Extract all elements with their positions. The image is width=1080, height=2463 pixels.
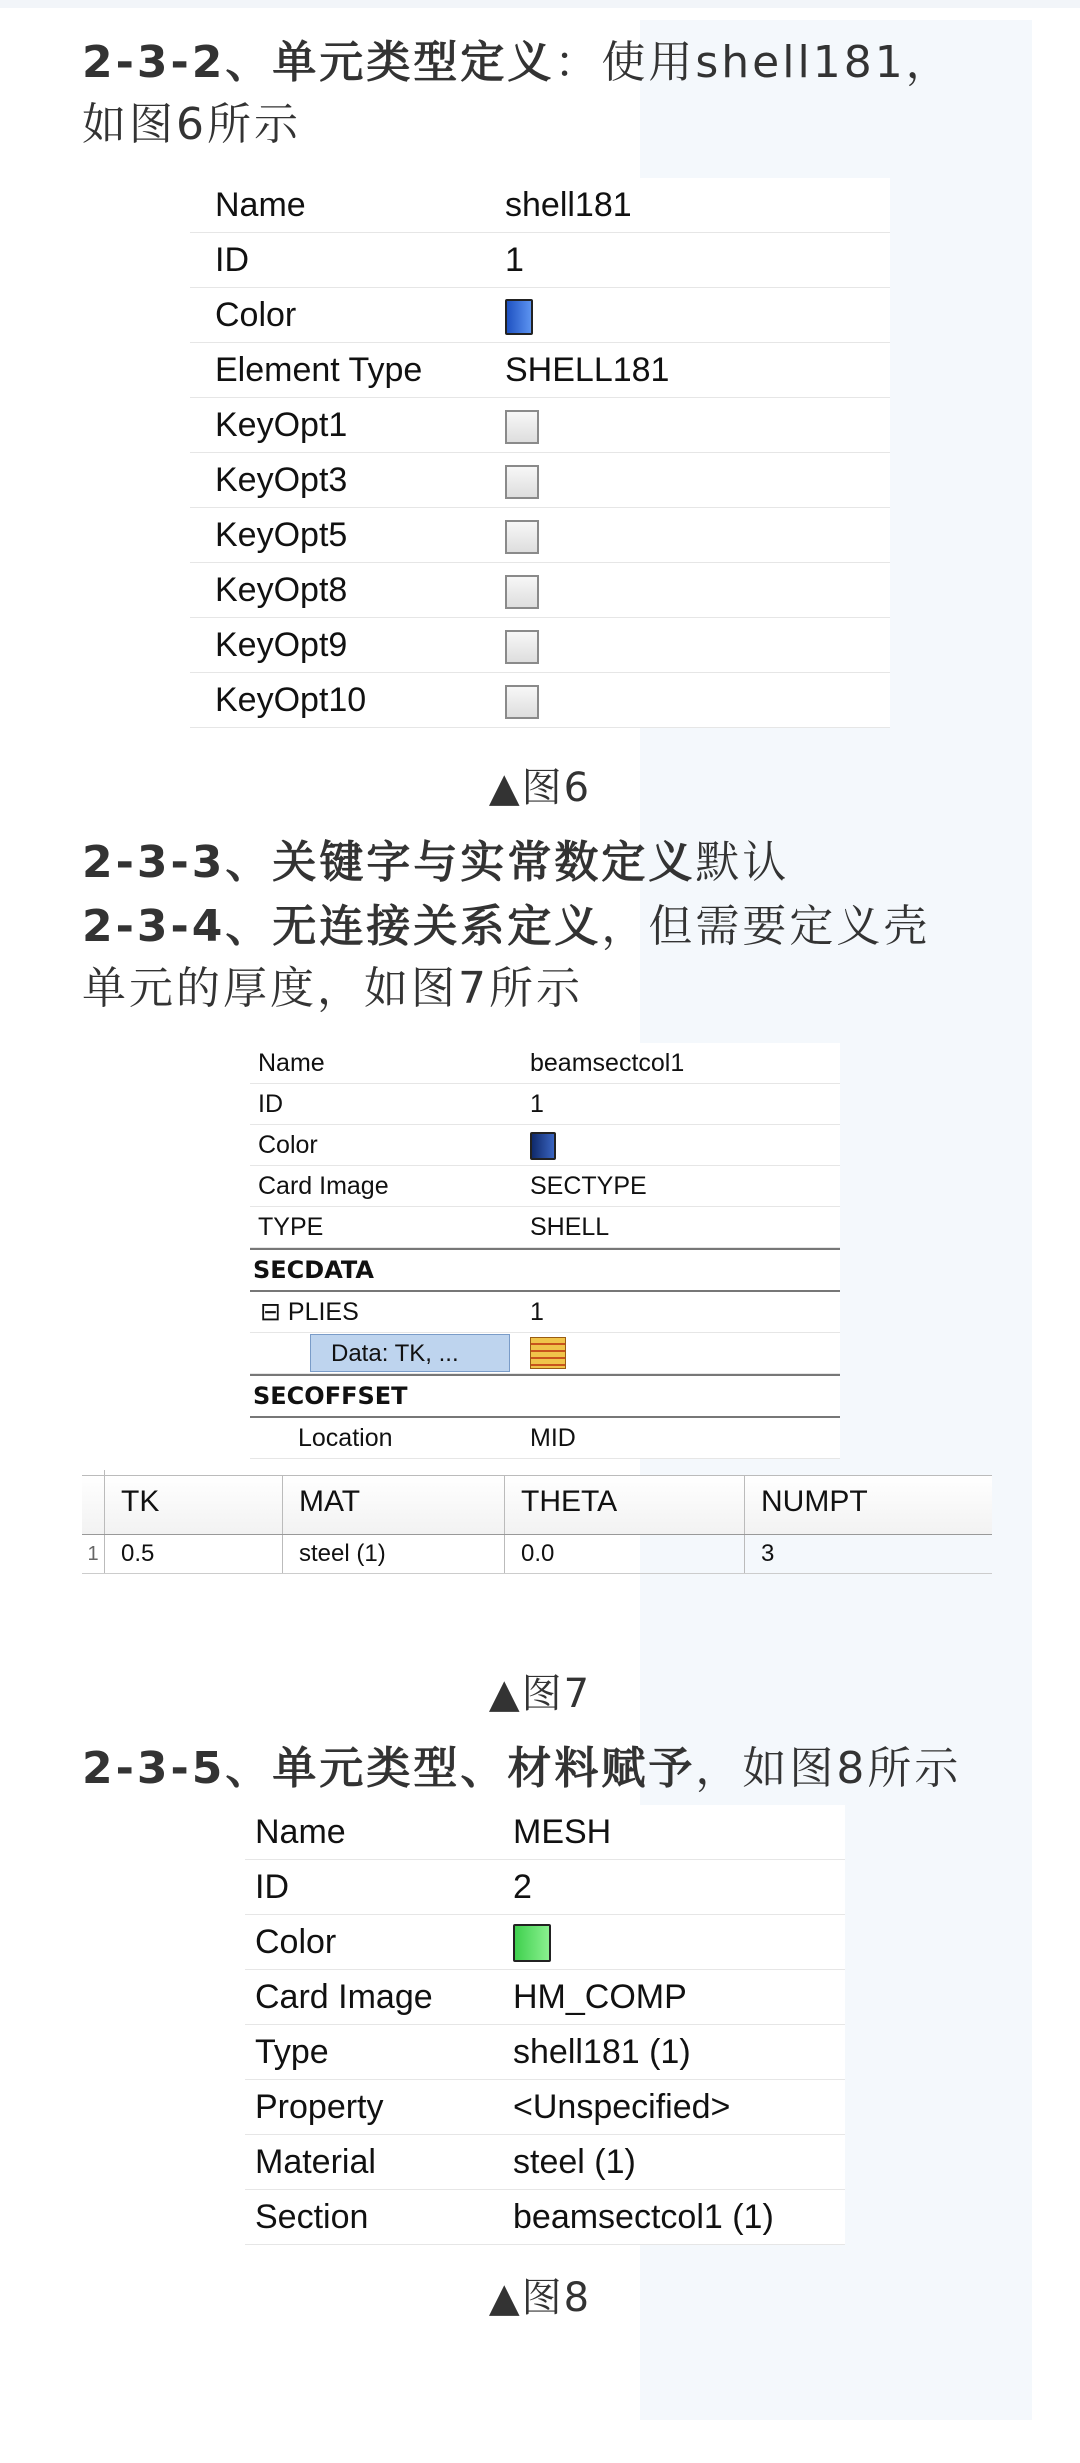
grid-row-card-image bbox=[245, 1970, 845, 2025]
prop-key: KeyOpt9 bbox=[215, 625, 348, 664]
secdata-group-header[interactable]: SECDATA bbox=[250, 1248, 840, 1292]
grid-row-name bbox=[245, 1805, 845, 1860]
keyopt9-checkbox[interactable] bbox=[505, 630, 539, 664]
grid-row-keyopt1 bbox=[190, 398, 890, 453]
secoffset-group-header[interactable]: SECOFFSET bbox=[250, 1374, 840, 1418]
grid-row-element-type bbox=[190, 343, 890, 398]
prop-value[interactable]: beamsectcol1 (1) bbox=[513, 2197, 774, 2236]
prop-key: Material bbox=[255, 2142, 376, 2181]
table-row bbox=[82, 1535, 992, 1574]
table-editor-icon[interactable] bbox=[530, 1337, 566, 1369]
grid-row-color bbox=[245, 1915, 845, 1970]
grid-row-color bbox=[190, 288, 890, 343]
section-2-3-2-title: 2-3-2、单元类型定义 bbox=[82, 37, 555, 88]
prop-key: Element Type bbox=[215, 350, 423, 389]
color-swatch[interactable] bbox=[513, 1924, 551, 1962]
grid-row-id bbox=[250, 1084, 840, 1125]
grid-row-keyopt8 bbox=[190, 563, 890, 618]
grid-row-keyopt10 bbox=[190, 673, 890, 728]
table-header bbox=[82, 1475, 992, 1535]
figure-8-caption: ▲图8 bbox=[488, 2275, 592, 2321]
keyopt1-checkbox[interactable] bbox=[505, 410, 539, 444]
prop-key: KeyOpt10 bbox=[215, 680, 367, 719]
cell-theta[interactable]: 0.0 bbox=[505, 1535, 745, 1573]
grid-row-type bbox=[250, 1207, 840, 1248]
grid-row-keyopt9 bbox=[190, 618, 890, 673]
keyopt10-checkbox[interactable] bbox=[505, 685, 539, 719]
section-2-3-4-title: 2-3-4、无连接关系定义 bbox=[82, 901, 602, 952]
top-divider bbox=[0, 0, 1080, 8]
column-header-tk[interactable]: TK bbox=[105, 1476, 283, 1534]
section-property-grid bbox=[250, 1043, 840, 1459]
prop-key: Property bbox=[255, 2087, 384, 2126]
color-swatch[interactable] bbox=[530, 1132, 556, 1160]
prop-value[interactable]: SHELL181 bbox=[505, 350, 670, 389]
grid-row-type bbox=[245, 2025, 845, 2080]
column-header-mat[interactable]: MAT bbox=[283, 1476, 505, 1534]
section-2-3-3-heading bbox=[82, 832, 1002, 894]
keyopt8-checkbox[interactable] bbox=[505, 575, 539, 609]
grid-row-location bbox=[250, 1418, 840, 1459]
plies-data-table bbox=[82, 1475, 992, 1574]
row-header-corner bbox=[82, 1470, 105, 1534]
prop-key: Color bbox=[215, 295, 297, 334]
section-2-3-5-text: ，如图8所示 bbox=[695, 1743, 962, 1794]
grid-row-id bbox=[190, 233, 890, 288]
prop-value[interactable]: steel (1) bbox=[513, 2142, 636, 2181]
prop-key: Location bbox=[298, 1423, 393, 1452]
keyopt5-checkbox[interactable] bbox=[505, 520, 539, 554]
prop-key: KeyOpt3 bbox=[215, 460, 348, 499]
section-2-3-5-title: 2-3-5、单元类型、材料赋予 bbox=[82, 1743, 696, 1794]
grid-row-plies bbox=[250, 1292, 840, 1333]
plies-toggle[interactable]: ⊟ PLIES bbox=[260, 1298, 359, 1326]
component-property-grid bbox=[245, 1805, 845, 2245]
grid-row-section bbox=[245, 2190, 845, 2245]
prop-key: Card Image bbox=[258, 1171, 389, 1200]
section-2-3-4-figref: 单元的厚度，如图7所示 bbox=[82, 963, 583, 1014]
grid-row-keyopt3 bbox=[190, 453, 890, 508]
grid-row-material bbox=[245, 2135, 845, 2190]
prop-value[interactable]: MESH bbox=[513, 1812, 612, 1851]
prop-key: Type bbox=[255, 2032, 329, 2071]
section-2-3-2-text: ：使用shell181， bbox=[554, 37, 953, 88]
color-swatch[interactable] bbox=[505, 299, 533, 335]
prop-value[interactable]: 1 bbox=[530, 1089, 544, 1118]
prop-key: Name bbox=[255, 1812, 346, 1851]
prop-key: ID bbox=[255, 1867, 289, 1906]
grid-row-plies-data bbox=[250, 1333, 840, 1374]
prop-value[interactable]: SECTYPE bbox=[530, 1171, 647, 1200]
grid-row-name bbox=[190, 178, 890, 233]
column-header-theta[interactable]: THETA bbox=[505, 1476, 745, 1534]
grid-row-keyopt5 bbox=[190, 508, 890, 563]
prop-key: Color bbox=[255, 1922, 337, 1961]
section-2-3-5-heading bbox=[82, 1738, 1002, 1800]
prop-value[interactable]: shell181 bbox=[505, 185, 632, 224]
section-2-3-2-heading bbox=[82, 32, 1002, 156]
grid-row-card-image bbox=[250, 1166, 840, 1207]
prop-key: Name bbox=[258, 1048, 325, 1077]
prop-value[interactable]: 1 bbox=[530, 1297, 544, 1326]
grid-row-color bbox=[250, 1125, 840, 1166]
prop-key: Card Image bbox=[255, 1977, 433, 2016]
prop-key: TYPE bbox=[258, 1212, 324, 1241]
keyopt3-checkbox[interactable] bbox=[505, 465, 539, 499]
prop-key: ID bbox=[258, 1089, 283, 1118]
section-2-3-4-heading bbox=[82, 896, 1002, 1020]
prop-value[interactable]: 2 bbox=[513, 1867, 532, 1906]
prop-key: ID bbox=[215, 240, 249, 279]
prop-value[interactable]: SHELL bbox=[530, 1212, 610, 1241]
column-header-numpt[interactable]: NUMPT bbox=[761, 1485, 868, 1518]
grid-row-name bbox=[250, 1043, 840, 1084]
section-2-3-4-text: ，但需要定义壳 bbox=[601, 901, 931, 952]
figure-6-caption: ▲图6 bbox=[488, 765, 592, 811]
plies-data-button[interactable]: Data: TK, ... bbox=[310, 1334, 510, 1372]
prop-value[interactable]: MID bbox=[530, 1423, 576, 1452]
section-2-3-3-text: 默认 bbox=[695, 837, 790, 888]
prop-value[interactable]: <Unspecified> bbox=[513, 2087, 731, 2126]
grid-row-property bbox=[245, 2080, 845, 2135]
cell-tk[interactable]: 0.5 bbox=[105, 1535, 283, 1573]
grid-row-id bbox=[245, 1860, 845, 1915]
prop-key: Section bbox=[255, 2197, 369, 2236]
prop-key: KeyOpt5 bbox=[215, 515, 348, 554]
prop-value[interactable]: 1 bbox=[505, 240, 524, 279]
prop-value[interactable]: shell181 (1) bbox=[513, 2032, 691, 2071]
figure-7-caption: ▲图7 bbox=[488, 1671, 592, 1717]
prop-value[interactable]: beamsectcol1 bbox=[530, 1048, 685, 1077]
cell-mat[interactable]: steel (1) bbox=[283, 1535, 505, 1573]
element-type-property-grid bbox=[190, 178, 890, 728]
prop-key: Name bbox=[215, 185, 306, 224]
prop-key: KeyOpt8 bbox=[215, 570, 348, 609]
prop-value[interactable]: HM_COMP bbox=[513, 1977, 687, 2016]
cell-numpt[interactable]: 3 bbox=[761, 1540, 775, 1567]
section-2-3-3-title: 2-3-3、关键字与实常数定义 bbox=[82, 837, 696, 888]
row-index: 1 bbox=[82, 1535, 105, 1573]
section-2-3-2-figref: 如图6所示 bbox=[82, 99, 301, 150]
prop-key: Color bbox=[258, 1130, 318, 1159]
prop-key: KeyOpt1 bbox=[215, 405, 348, 444]
